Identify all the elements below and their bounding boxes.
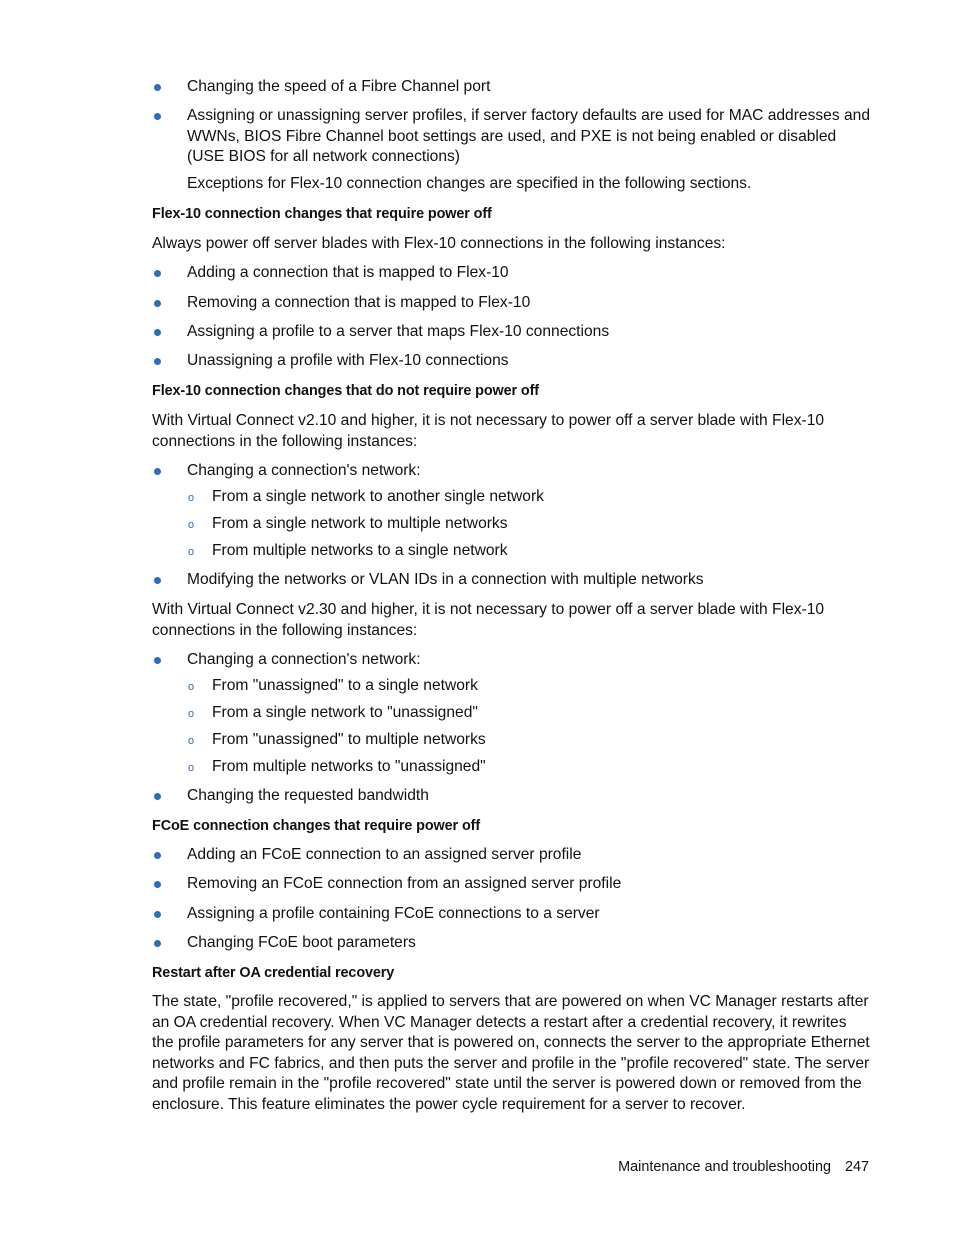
list-item: Adding a connection that is mapped to Flex-10 xyxy=(187,264,509,281)
paragraph: Always power off server blades with Flex-10 connections in the following instances: xyxy=(152,235,726,252)
bullet-icon xyxy=(154,468,161,475)
sub-bullet-icon: o xyxy=(188,681,195,693)
page-number: 247 xyxy=(844,1159,869,1175)
section-heading: FCoE connection changes that require power off xyxy=(152,818,481,834)
sub-bullet-icon: o xyxy=(188,519,195,531)
section-heading: Flex-10 connection changes that require power off xyxy=(152,206,492,222)
list-item: Assigning a profile to a server that maps Flex-10 connections xyxy=(187,323,610,340)
list-item: Removing a connection that is mapped to Flex-10 xyxy=(187,294,531,311)
sub-bullet-icon: o xyxy=(188,546,195,558)
footer-section-title: Maintenance and troubleshooting xyxy=(618,1159,831,1175)
bullet-icon xyxy=(154,113,161,120)
paragraph: With Virtual Connect v2.10 and higher, it is not necessary to power off a server blade with Flex-10 connections in the following instances: xyxy=(152,412,825,450)
bullet-icon xyxy=(154,84,161,91)
paragraph: The state, "profile recovered," is applied to servers that are powered on when VC Manager restarts after an OA credential recovery. When VC Manager detects a restart after a credential recovery, it rewrites the profile parameters for any server that is powered on, connects the server to the appropriate Ethernet networks and FC fabrics, and then puts the server and profile in the "profile recovered" state. The server and profile remain in the "profile recovered" state until the server is powered down or removed from the enclosure. This feature eliminates the power cycle requirement for a server to recover. xyxy=(152,993,870,1113)
paragraph: With Virtual Connect v2.30 and higher, it is not necessary to power off a server blade with Flex-10 connections in the following instances: xyxy=(152,601,825,639)
sub-list-item: From multiple networks to "unassigned" xyxy=(212,758,486,775)
list-item: Modifying the networks or VLAN IDs in a connection with multiple networks xyxy=(187,571,704,588)
list-item: Changing a connection's network: xyxy=(187,651,421,668)
list-item: Changing the requested bandwidth xyxy=(187,787,429,804)
bullet-icon xyxy=(154,911,161,918)
section-heading: Flex-10 connection changes that do not require power off xyxy=(152,383,539,399)
bullet-icon xyxy=(154,852,161,859)
bullet-icon xyxy=(154,793,161,800)
page-footer xyxy=(618,1157,869,1177)
sub-list-item: From a single network to another single network xyxy=(212,488,544,505)
list-item: Assigning or unassigning server profiles, if server factory defaults are used for MAC addresses and WWNs, BIOS Fibre Channel boot settings are used, and PXE is not being enabled or disabled (USE BIOS for all network connections) xyxy=(187,107,870,166)
bullet-icon xyxy=(154,657,161,664)
bullet-icon xyxy=(154,300,161,307)
sub-bullet-icon: o xyxy=(188,708,195,720)
bullet-icon xyxy=(154,881,161,888)
sub-list-item: From "unassigned" to a single network xyxy=(212,677,478,694)
sub-list-item: From "unassigned" to multiple networks xyxy=(212,731,486,748)
list-item: Changing FCoE boot parameters xyxy=(187,934,416,951)
section-heading: Restart after OA credential recovery xyxy=(152,965,395,981)
sub-bullet-icon: o xyxy=(188,492,195,504)
sub-list-item: From a single network to multiple networks xyxy=(212,515,508,532)
bullet-icon xyxy=(154,358,161,365)
bullet-icon xyxy=(154,940,161,947)
list-item: Changing a connection's network: xyxy=(187,462,421,479)
sub-list-item: From multiple networks to a single network xyxy=(212,542,508,559)
sub-bullet-icon: o xyxy=(188,735,195,747)
sub-bullet-icon: o xyxy=(188,762,195,774)
bullet-icon xyxy=(154,329,161,336)
exceptions-note: Exceptions for Flex-10 connection changes are specified in the following sections. xyxy=(187,175,752,192)
sub-list-item: From a single network to "unassigned" xyxy=(212,704,478,721)
bullet-icon xyxy=(154,577,161,584)
list-item: Unassigning a profile with Flex-10 connections xyxy=(187,352,509,369)
bullet-icon xyxy=(154,270,161,277)
list-item: Changing the speed of a Fibre Channel port xyxy=(187,78,491,95)
list-item: Adding an FCoE connection to an assigned server profile xyxy=(187,846,582,863)
list-item: Removing an FCoE connection from an assigned server profile xyxy=(187,875,622,892)
list-item: Assigning a profile containing FCoE connections to a server xyxy=(187,905,600,922)
